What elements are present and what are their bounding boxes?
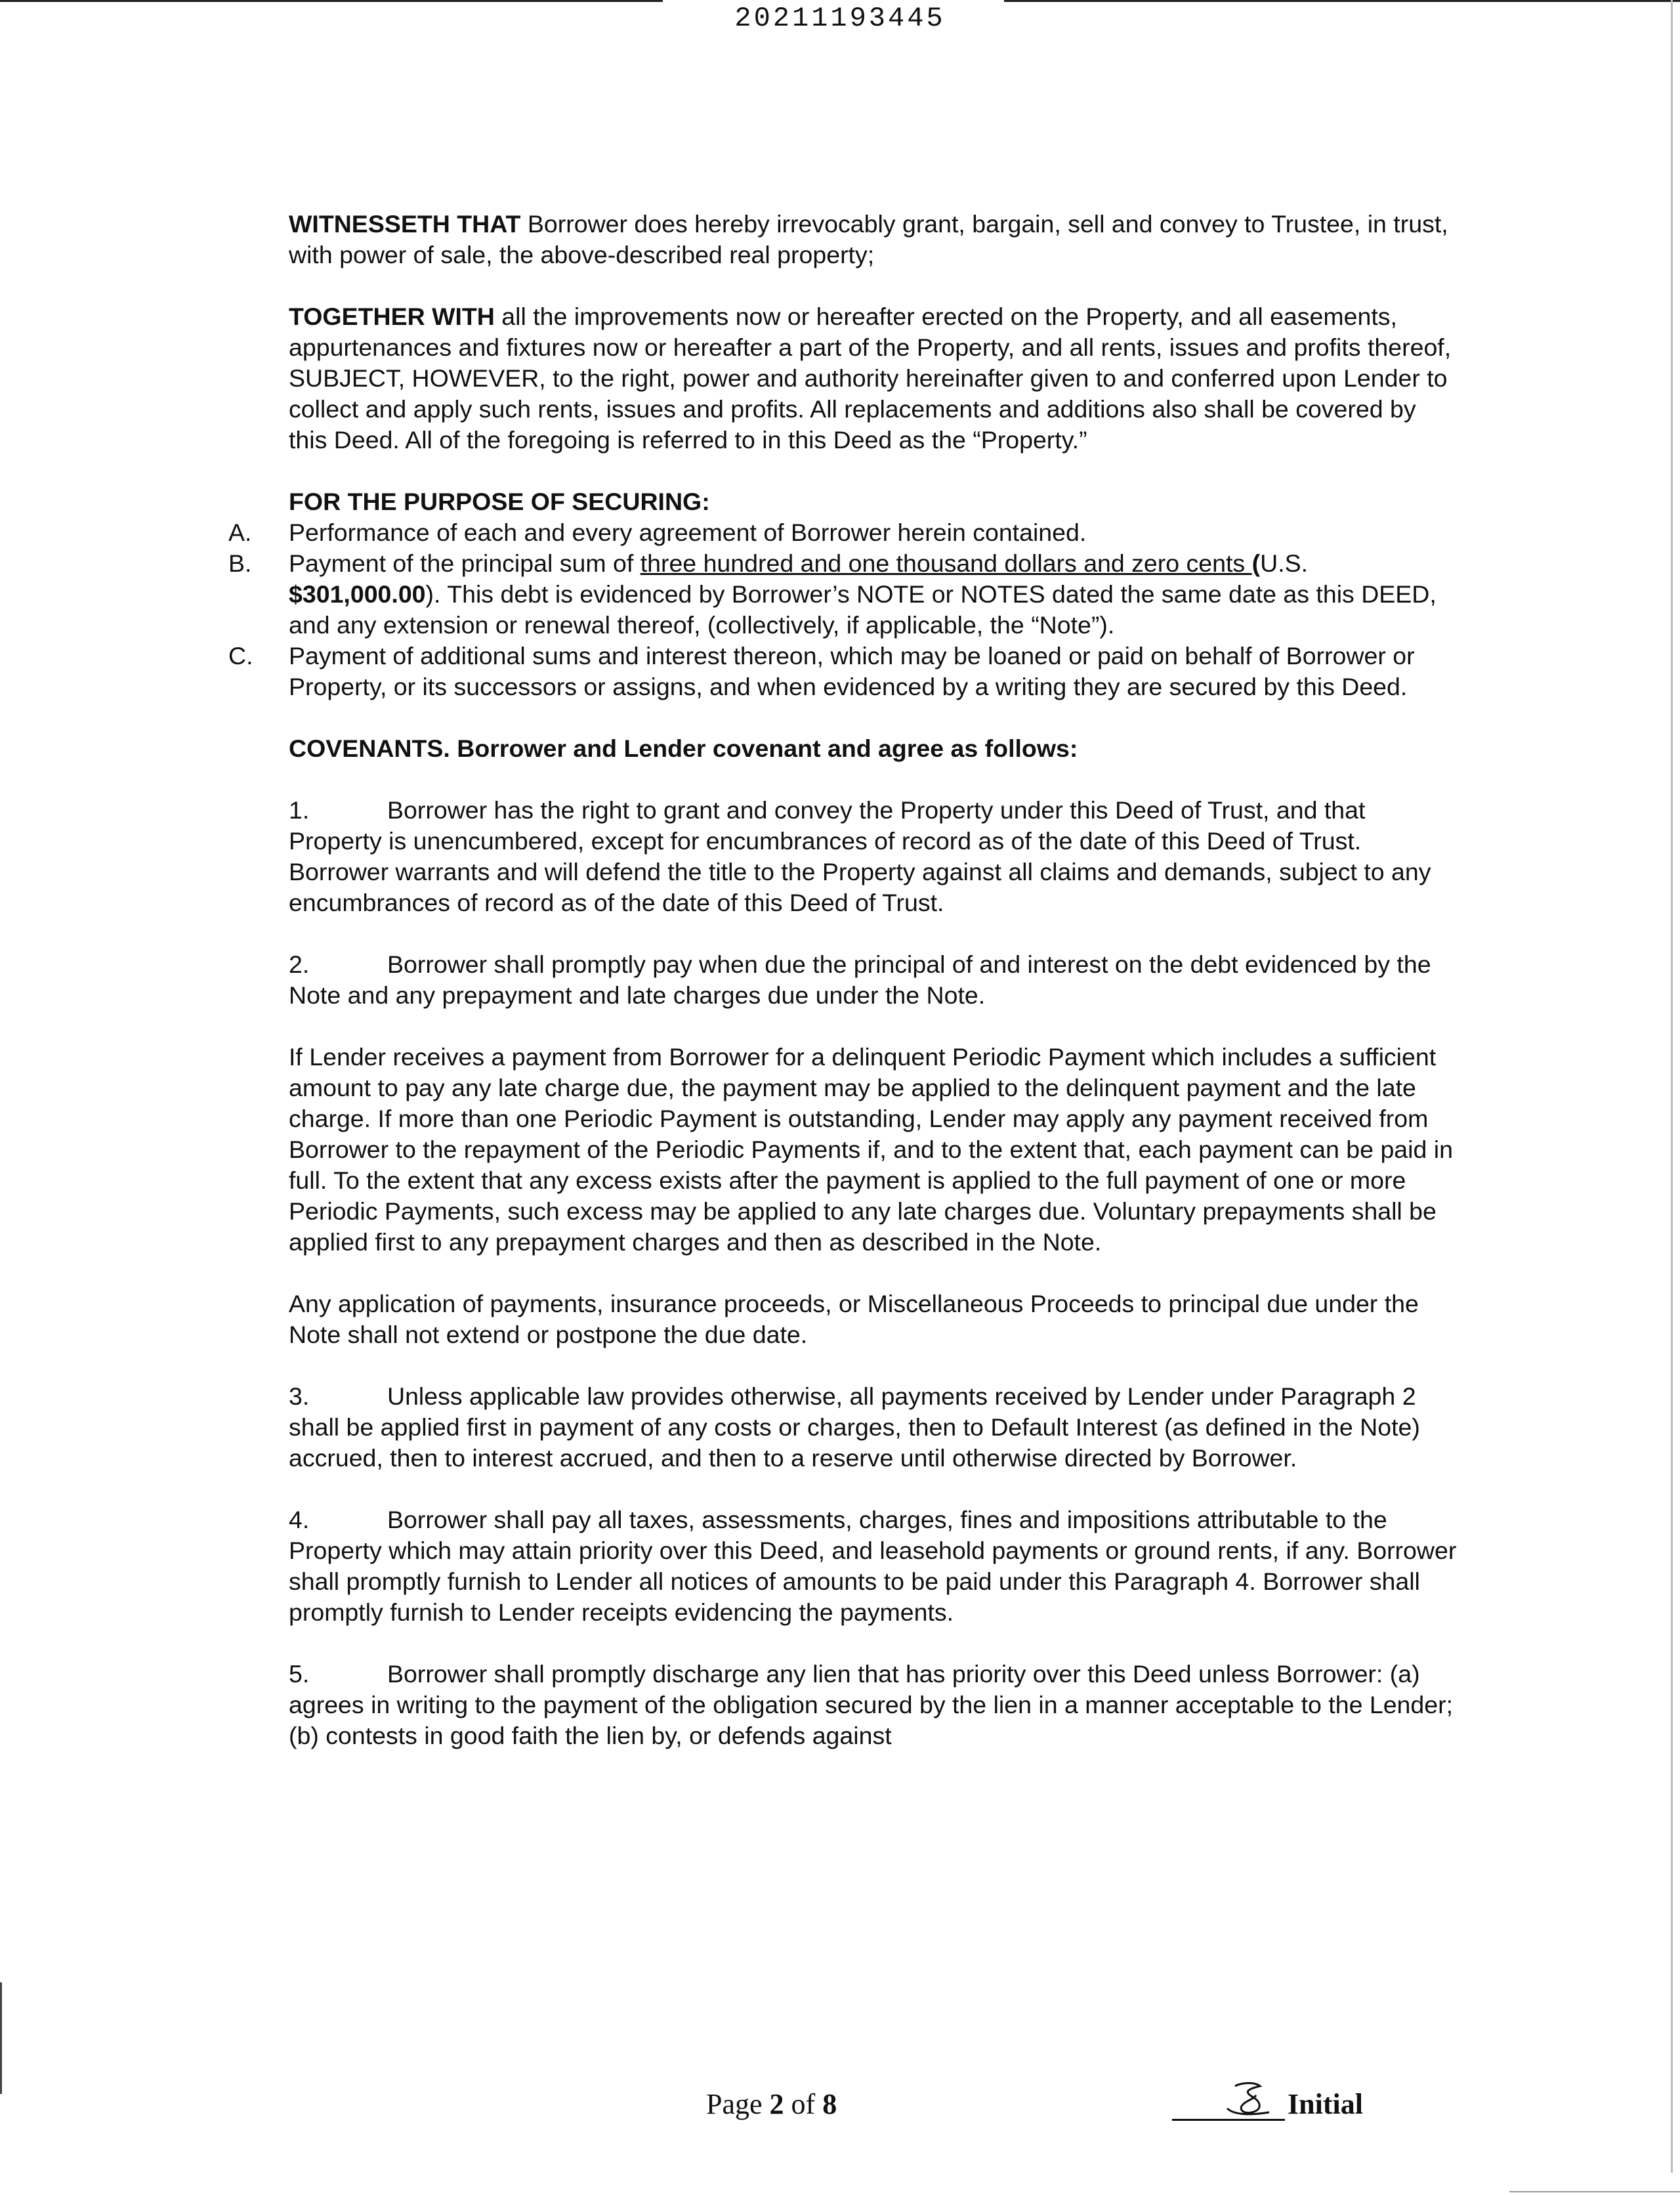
- initial-signature-mark: [1223, 2079, 1273, 2119]
- currency-us: U.S.: [1260, 549, 1309, 577]
- covenant-3: [289, 1381, 1457, 1474]
- initial-signature-line: [1172, 2119, 1285, 2121]
- covenant-2-number: 2.: [289, 950, 310, 978]
- covenant-2: [289, 949, 1457, 1011]
- document-body: [228, 209, 1457, 1751]
- covenant-3-text: Unless applicable law provides otherwise, all payments received by Lender under Paragraph 2 shall be applied first in payment of any costs or charges, then to Default Interest (as defined in the Note) accrued, then to interest accrued, and then to a reserve until otherwise directed by Borrower.: [289, 1382, 1420, 1472]
- paren-open: (: [1251, 549, 1261, 577]
- purpose-item-c-text: Payment of additional sums and interest thereon, which may be loaned or paid on behalf of Borrower or Property, or its successors or assigns, and when evidenced by a writing they are secured by this Deed.: [289, 642, 1415, 700]
- purpose-item-c-letter: C.: [228, 642, 253, 670]
- purpose-heading: FOR THE PURPOSE OF SECURING:: [289, 488, 710, 515]
- purpose-item-a-letter: A.: [228, 519, 252, 546]
- page-of: of: [784, 2088, 823, 2120]
- covenant-4-number: 4.: [289, 1506, 310, 1533]
- purpose-item-a: [228, 517, 1457, 548]
- together-with-lead: TOGETHER WITH: [289, 303, 495, 330]
- scan-edge-bottom: [1509, 2191, 1680, 2192]
- purpose-item-b-pre: Payment of the principal sum of: [289, 549, 640, 577]
- covenant-1-number: 1.: [289, 796, 310, 824]
- initial-label: Initial: [1288, 2088, 1363, 2120]
- covenant-3-number: 3.: [289, 1382, 310, 1410]
- covenant-5: [289, 1659, 1457, 1751]
- witnesseth-paragraph: [289, 209, 1457, 270]
- covenant-5-number: 5.: [289, 1660, 310, 1688]
- witnesseth-text: Borrower does hereby irrevocably grant, bargain, sell and convey to Trustee, in trust, with power of sale, the above-described real property;: [289, 210, 1448, 268]
- together-with-paragraph: [289, 301, 1457, 456]
- covenant-1-text: Borrower has the right to grant and convey the Property under this Deed of Trust, and that Property is unencumbered, except for encumbrances of record as of the date of this Deed of Trust. Borrower warrants and will defend the title to the Property against all claims and demands, subject to any encumbrances of record as of the date of this Deed of Trust.: [289, 796, 1431, 916]
- covenant-5-text: Borrower shall promptly discharge any lien that has priority over this Deed unless Borrower: (a) agrees in writing to the payment of the obligation secured by the lien in a manner acceptable to the Lender; (b) contests in good faith the lien by, or defends against: [289, 1660, 1454, 1749]
- purpose-item-b-letter: B.: [228, 549, 252, 577]
- top-rule-left: [0, 0, 663, 2]
- principal-amount-words: three hundred and one thousand dollars and zero cents: [640, 549, 1252, 577]
- covenant-1: [289, 795, 1457, 918]
- page-total: 8: [822, 2088, 837, 2120]
- witnesseth-lead: WITNESSETH THAT: [289, 210, 521, 238]
- principal-amount-figure: $301,000.00: [289, 580, 426, 608]
- covenant-4: [289, 1504, 1457, 1628]
- covenant-2-paragraph-2: If Lender receives a payment from Borrower for a delinquent Periodic Payment which includes a sufficient amount to pay any late charge due, the payment may be applied to the delinquent payment and the late charge. If more than one Periodic Payment is outstanding, Lender may apply any payment received from Borrower to the repayment of the Periodic Payments if, and to the extent that, each payment can be paid in full. To the extent that any excess exists after the payment is applied to the full payment of one or more Periodic Payments, such excess may be applied to any late charges due. Voluntary prepayments shall be applied first to any prepayment charges and then as described in the Note.: [289, 1043, 1453, 1256]
- together-with-text: all the improvements now or hereafter erected on the Property, and all easements, appurtenances and fixtures now or hereafter a part of the Property, and all rents, issues and profits thereof, SUBJECT, HOWEVER, to the right, power and authority hereinafter given to and conferred upon Lender to collect and apply such rents, issues and profits. All replacements and additions also shall be covered by this Deed. All of the foregoing is referred to in this Deed as the “Property.”: [289, 303, 1452, 454]
- top-rule-right: [1004, 0, 1680, 2]
- purpose-item-a-text: Performance of each and every agreement of Borrower herein contained.: [289, 519, 1087, 546]
- page-current: 2: [769, 2088, 784, 2120]
- scan-edge-right: [1671, 0, 1673, 2173]
- covenant-2-paragraph-3: Any application of payments, insurance proceeds, or Miscellaneous Proceeds to principal due under the Note shall not extend or postpone the due date.: [289, 1290, 1419, 1348]
- covenants-heading: COVENANTS. Borrower and Lender covenant and agree as follows:: [289, 735, 1078, 762]
- purpose-item-b-post: ). This debt is evidenced by Borrower’s NOTE or NOTES dated the same date as this DEED, and any extension or renewal thereof, (collectively, if applicable, the “Note”).: [289, 580, 1437, 639]
- purpose-item-b: [228, 548, 1457, 641]
- initial-block: [1172, 2079, 1382, 2125]
- purpose-item-c: [228, 641, 1457, 702]
- page-word: Page: [706, 2088, 770, 2120]
- recording-number: 20211193445: [734, 3, 946, 34]
- covenant-4-text: Borrower shall pay all taxes, assessments, charges, fines and impositions attributable to the Property which may attain priority over this Deed, and leasehold payments or ground rents, if any. Borrower shall promptly furnish to Lender all notices of amounts to be paid under this Paragraph 4. Borrower shall promptly furnish to Lender receipts evidencing the payments.: [289, 1506, 1457, 1626]
- page-number: [706, 2087, 837, 2121]
- scan-edge-left: [0, 1982, 2, 2094]
- covenant-2-text: Borrower shall promptly pay when due the principal of and interest on the debt evidenced by the Note and any prepayment and late charges due under the Note.: [289, 950, 1431, 1009]
